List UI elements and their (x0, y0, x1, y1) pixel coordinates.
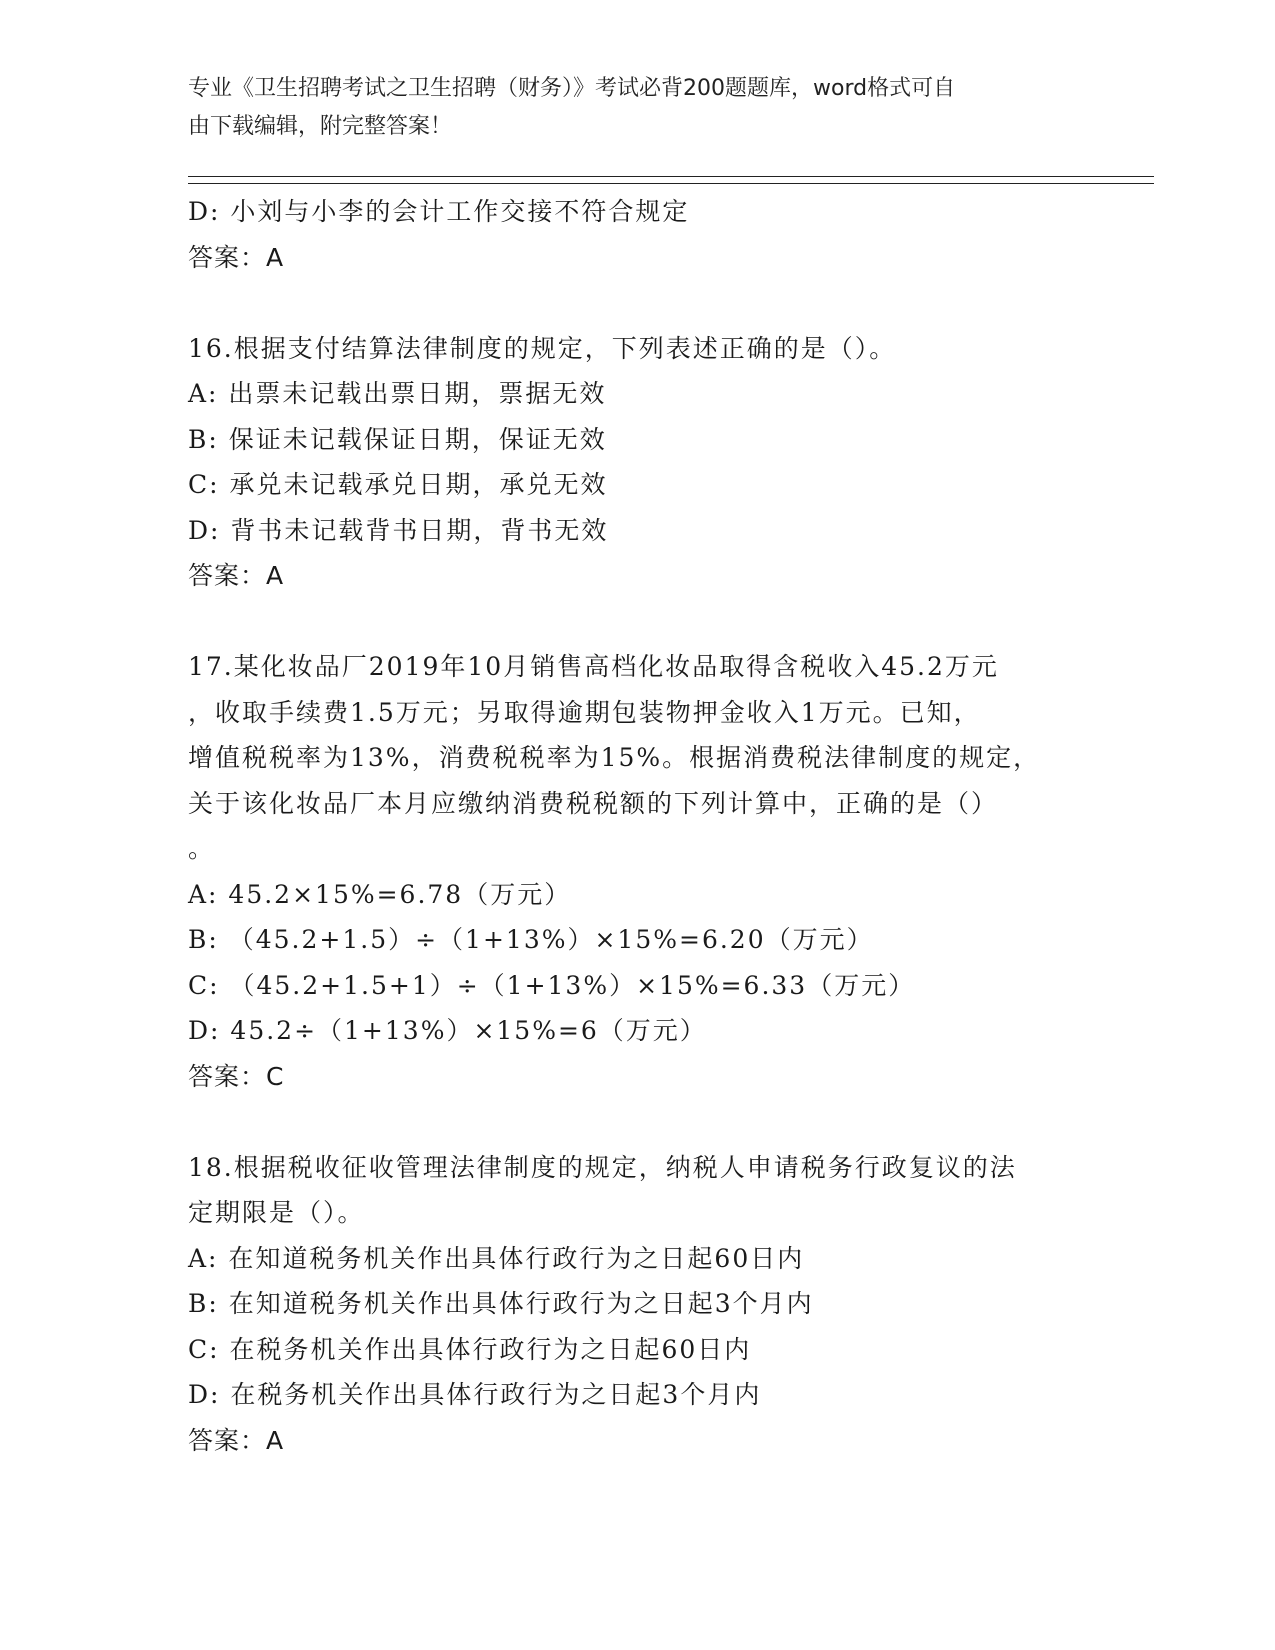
option-a: A: 出票未记载出票日期，票据无效 (188, 379, 607, 408)
option-a: A: 在知道税务机关作出具体行政行为之日起60日内 (188, 1243, 805, 1273)
question-stem: 17.某化妆品厂2019年10月销售高档化妆品取得含税收入45.2万元 (188, 652, 999, 681)
option-d: D: 背书未记载背书日期，背书无效 (188, 515, 609, 545)
option-b: B: 在知道税务机关作出具体行政行为之日起3个月内 (188, 1289, 814, 1318)
question-stem: 关于该化妆品厂本月应缴纳消费税税额的下列计算中，正确的是（） (188, 788, 999, 818)
question-stem: 增值税税率为13%，消费税税率为15%。根据消费税法律制度的规定， (188, 743, 1041, 772)
option-d: D: 小刘与小李的会计工作交接不符合规定 (188, 197, 690, 226)
header-line-1: 专业《卫生招聘考试之卫生招聘（财务）》考试必背200题题库，word格式可自 (188, 76, 956, 101)
option-c: C: 承兑未记载承兑日期，承兑无效 (188, 470, 608, 499)
option-d: D: 45.2÷（1+13%）×15%=6（万元） (188, 1016, 707, 1045)
option-a: A: 45.2×15%=6.78（万元） (188, 879, 572, 909)
answer-line: 答案：A (188, 242, 285, 272)
answer-line: 答案：C (188, 1061, 285, 1091)
header-line-2: 由下载编辑，附完整答案！ (188, 114, 453, 139)
option-d: D: 在税务机关作出具体行政行为之日起3个月内 (188, 1380, 762, 1409)
header-rule-bottom (188, 183, 1154, 184)
question-stem: ，收取手续费1.5万元；另取得逾期包装物押金收入1万元。已知， (188, 697, 981, 727)
option-c: C: 在税务机关作出具体行政行为之日起60日内 (188, 1334, 752, 1364)
document-header (188, 70, 1068, 146)
question-list (188, 189, 1088, 1463)
option-b: B: （45.2+1.5）÷（1+13%）×15%=6.20（万元） (188, 925, 874, 954)
header-rule-top (188, 176, 1154, 177)
option-b: B: 保证未记载保证日期，保证无效 (188, 424, 607, 454)
question-stem: 定期限是（）。 (188, 1198, 365, 1227)
question-15-tail (188, 189, 1088, 280)
answer-line: 答案：A (188, 561, 285, 590)
question-16 (188, 326, 1088, 599)
option-c: C: （45.2+1.5+1）÷（1+13%）×15%=6.33（万元） (188, 970, 916, 1000)
question-18 (188, 1145, 1088, 1464)
question-stem: 。 (188, 834, 216, 863)
question-stem: 18.根据税收征收管理法律制度的规定，纳税人申请税务行政复议的法 (188, 1152, 1017, 1182)
question-17 (188, 644, 1088, 1099)
answer-line: 答案：A (188, 1425, 285, 1455)
question-stem: 16.根据支付结算法律制度的规定，下列表述正确的是（）。 (188, 333, 897, 363)
